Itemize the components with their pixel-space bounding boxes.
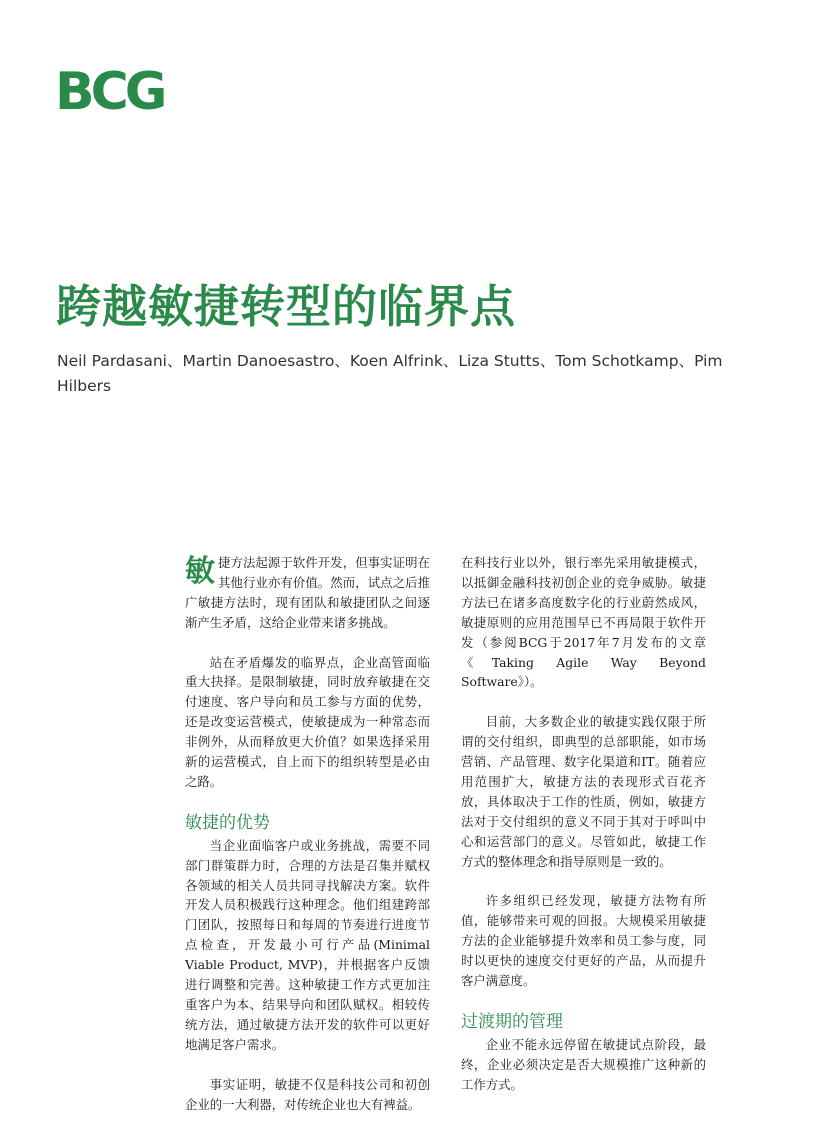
- left-column: [185, 553, 430, 1134]
- body-paragraph: 目前，大多数企业的敏捷实践仅限于所谓的交付组织，即典型的总部职能，如市场营销、产品管理、数字化渠道和IT。随着应用范围扩大，敏捷方法的表现形式百花齐放，具体取决于工作的性质，例如，敏捷方法对于交付组织的意义不同于其对于呼叫中心和运营部门的意义。尽管如此，敏捷工作方式的整体理念和指导原则是一致的。: [461, 714, 706, 869]
- body-paragraph: 许多组织已经发现，敏捷方法物有所值，能够带来可观的回报。大规模采用敏捷方法的企业能够提升效率和员工参与度，同时以更快的速度交付更好的产品，从而提升客户满意度。: [461, 893, 706, 988]
- body-paragraph: 事实证明，敏捷不仅是科技公司和初创企业的一大利器，对传统企业也大有裨益。: [185, 1076, 430, 1112]
- section-heading-advantages: 敏捷的优势: [185, 812, 270, 833]
- body-paragraph: 当企业面临客户或业务挑战，需要不同部门群策群力时，合理的方法是召集并赋权各领域的相关人员共同寻找解决方案。软件开发人员积极践行这种理念。他们组建跨部门团队，按照每日和每周的节奏进行进度节点检查，开发最小可行产品(Minimal Viable Product, MVP)，并根据客户反馈进行调整和完善。这种敏捷工作方式更加注重客户为本、结果导向和团队赋权。相较传统方法，通过敏捷方法开发的软件可以更好地满足客户需求。: [185, 837, 430, 1052]
- right-column: [461, 553, 706, 1114]
- body-paragraph: 站在矛盾爆发的临界点，企业高管面临重大抉择。是限制敏捷，同时放弃敏捷在交付速度、客户导向和员工参与方面的优势，还是改变运营模式，使敏捷成为一种常态而非例外，从而释放更大价值？如果选择采用新的运营模式，自上而下的组织转型是必由之路。: [185, 654, 430, 789]
- body-paragraph: 企业不能永远停留在敏捷试点阶段，最终，企业必须决定是否大规模推广这种新的工作方式。: [461, 1036, 706, 1092]
- authors-line: Neil Pardasani、Martin Danoesastro、Koen Alfrink、Liza Stutts、Tom Schotkamp、Pim Hilbers: [57, 352, 723, 395]
- page-title: 跨越敏捷转型的临界点: [56, 280, 517, 333]
- intro-paragraph-text: 捷方法起源于软件开发，但事实证明在其他行业亦有价值。然而，试点之后推广敏捷方法时，现有团队和敏捷团队之间逐渐产生矛盾，这给企业带来诸多挑战。: [185, 555, 430, 630]
- bcg-logo: BCG: [55, 62, 164, 122]
- section-heading-transition: 过渡期的管理: [461, 1011, 563, 1032]
- body-paragraph: 在科技行业以外，银行率先采用敏捷模式，以抵御金融科技初创企业的竞争威胁。敏捷方法已在诸多高度数字化的行业蔚然成风，敏捷原则的应用范围早已不再局限于软件开发（参阅BCG于2017年7月发布的文章《Taking Agile Way Beyond Software》）。: [461, 555, 706, 690]
- drop-cap: 敏: [185, 554, 215, 589]
- intro-paragraph: [185, 553, 430, 633]
